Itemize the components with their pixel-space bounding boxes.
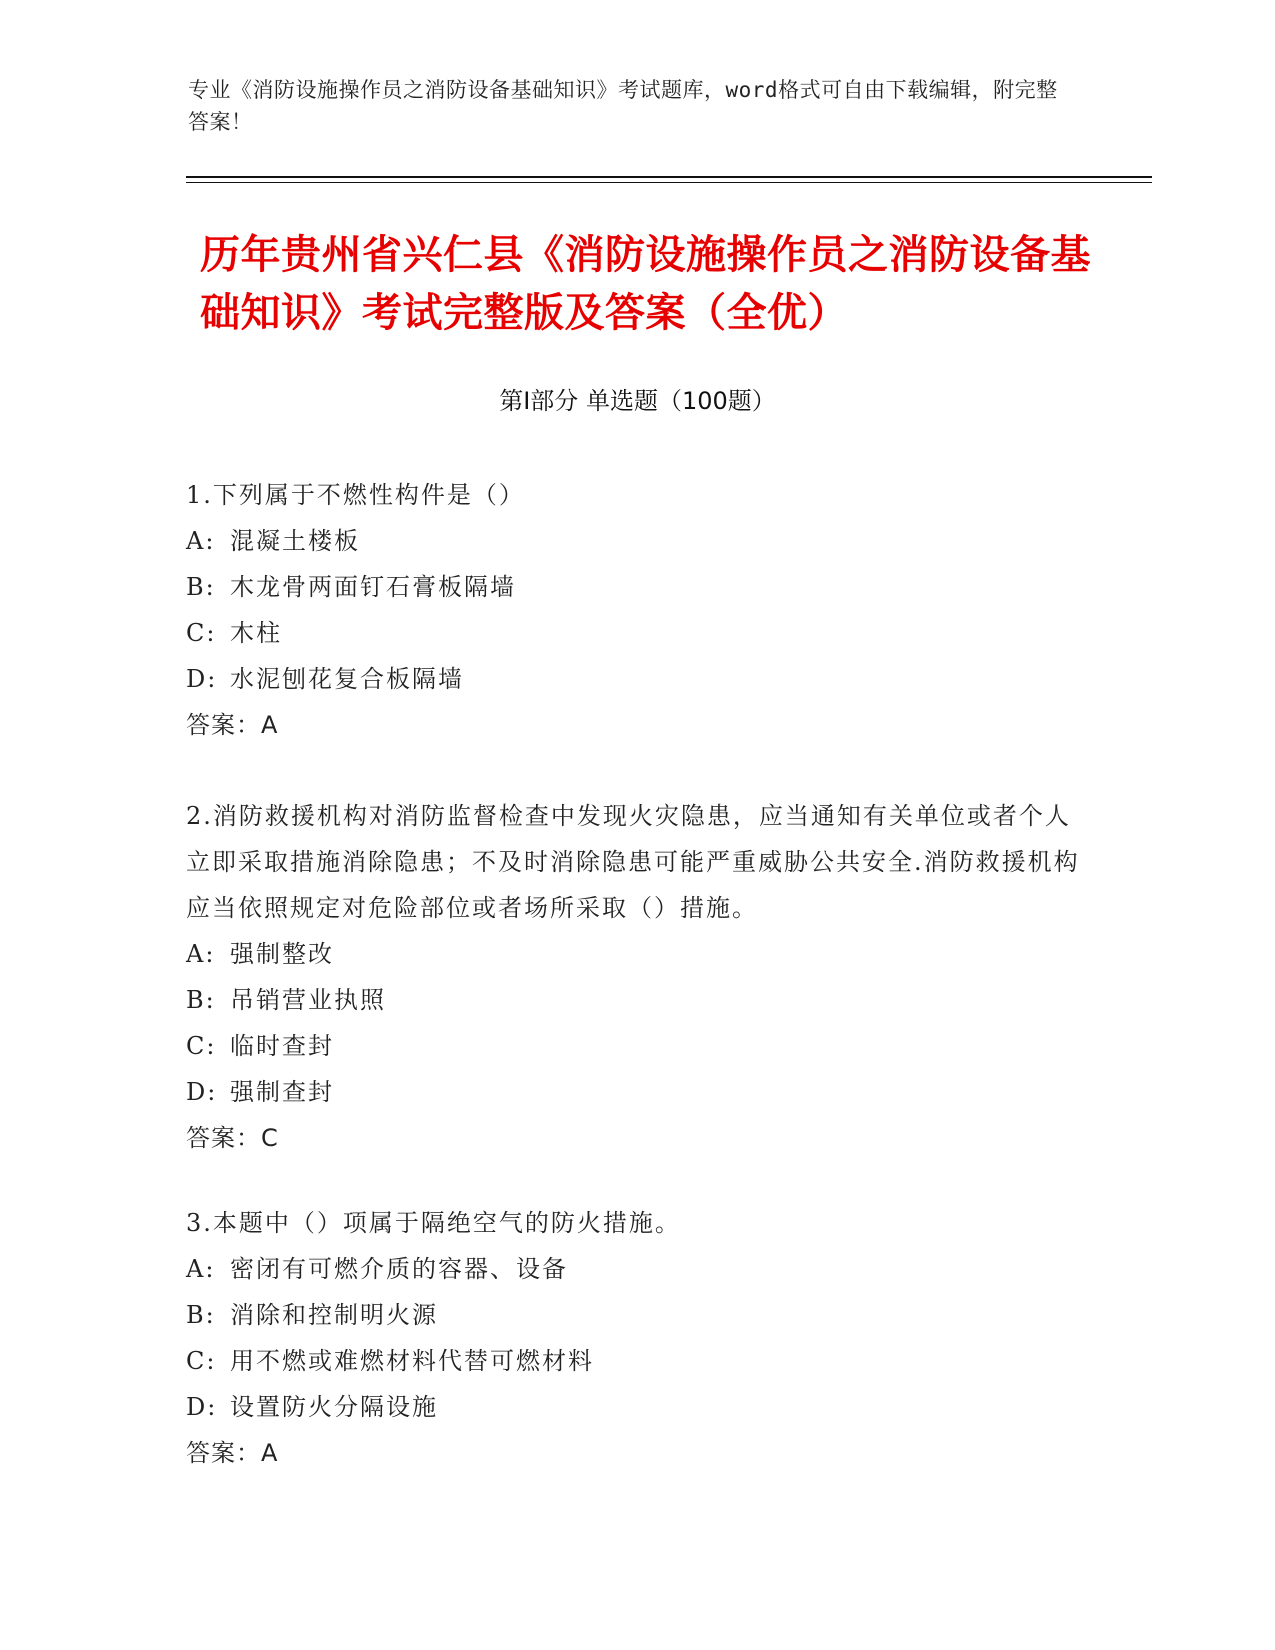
question-stem: 2.消防救援机构对消防监督检查中发现火灾隐患，应当通知有关单位或者个人立即采取措施消除隐患；不及时消除隐患可能严重威胁公共安全.消防救援机构应当依照规定对危险部位或者场所采取（）措施。 [186, 802, 1080, 922]
option-key: C: [186, 619, 217, 647]
option-c [186, 610, 1086, 656]
answer-label: 答案： [186, 1439, 261, 1467]
option-text: 木龙骨两面钉石膏板隔墙 [230, 573, 516, 601]
question-1 [186, 472, 1086, 748]
question-2 [186, 793, 1086, 1161]
question-stem: 3.本题中（）项属于隔绝空气的防火措施。 [186, 1209, 681, 1237]
answer-value: A [261, 1439, 279, 1467]
answer-label: 答案： [186, 1124, 261, 1152]
answer-value: A [261, 711, 279, 739]
option-c [186, 1338, 1086, 1384]
option-text: 密闭有可燃介质的容器、设备 [230, 1255, 568, 1283]
option-text: 临时查封 [230, 1032, 334, 1060]
option-text: 吊销营业执照 [230, 986, 386, 1014]
question-3 [186, 1200, 1086, 1476]
option-a [186, 931, 1086, 977]
option-text: 设置防火分隔设施 [230, 1393, 438, 1421]
header-note: 专业《消防设施操作员之消防设备基础知识》考试题库，word格式可自由下载编辑，附完整答案！ [188, 78, 1058, 134]
answer-line [186, 1430, 1086, 1476]
section-heading: 第Ⅰ部分 单选题（100题） [499, 387, 776, 415]
option-key: A: [186, 527, 216, 555]
option-d [186, 1384, 1086, 1430]
option-key: C: [186, 1347, 217, 1375]
option-b [186, 564, 1086, 610]
option-key: B: [186, 573, 216, 601]
option-b [186, 977, 1086, 1023]
option-text: 木柱 [230, 619, 282, 647]
option-key: D: [186, 665, 218, 693]
option-d [186, 1069, 1086, 1115]
option-key: B: [186, 986, 216, 1014]
answer-label: 答案： [186, 711, 261, 739]
option-text: 强制查封 [230, 1078, 334, 1106]
option-key: A: [186, 940, 216, 968]
question-stem: 1.下列属于不燃性构件是（） [186, 481, 525, 509]
header-divider-thick [186, 176, 1152, 178]
document-title: 历年贵州省兴仁县《消防设施操作员之消防设备基础知识》考试完整版及答案（全优） [200, 232, 1091, 336]
option-text: 用不燃或难燃材料代替可燃材料 [230, 1347, 594, 1375]
option-a [186, 1246, 1086, 1292]
option-key: C: [186, 1032, 217, 1060]
header-divider-thin [186, 182, 1152, 183]
option-c [186, 1023, 1086, 1069]
answer-value: C [261, 1124, 279, 1152]
option-text: 混凝土楼板 [230, 527, 360, 555]
option-key: A: [186, 1255, 216, 1283]
option-text: 水泥刨花复合板隔墙 [230, 665, 464, 693]
option-key: D: [186, 1078, 218, 1106]
answer-line [186, 1115, 1086, 1161]
option-key: D: [186, 1393, 218, 1421]
option-text: 强制整改 [230, 940, 334, 968]
option-text: 消除和控制明火源 [230, 1301, 438, 1329]
option-key: B: [186, 1301, 216, 1329]
option-b [186, 1292, 1086, 1338]
option-d [186, 656, 1086, 702]
answer-line [186, 702, 1086, 748]
option-a [186, 518, 1086, 564]
